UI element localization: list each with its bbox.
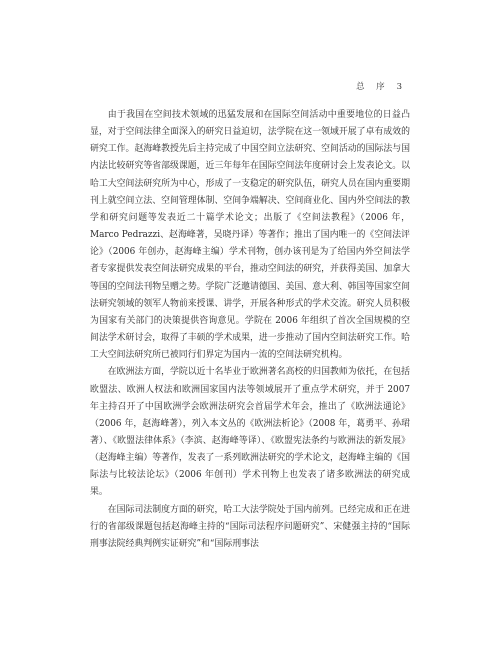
paragraph: 由于我国在空间技术领域的迅猛发展和在国际空间活动中重要地位的日益凸显，对于空间法律全面深入的研究日益迫切，法学院在这一领域开展了卓有成效的研究工作。赵海峰教授先后主持完成了中国空间立法研究、空间活动的国际法与国内法比较研究等省部级课题，近三年每年在国际空间法年度研讨会上发表论文。以哈工大空间法研究所为中心，形成了一支稳定的研究队伍，研究人员在国内重要期刊上就空间立法、空间管理体制、空间争端解决、空间商业化、国内外空间法的教学和研究问题等发表近二十篇学术论文；出版了《空间法教程》（2006 年，Marco Pedrazzi、赵海峰著，吴晓丹译）等著作；推出了国内唯一的《空间法评论》（2006 年创办，赵海峰主编）学术刊物，创办该刊是为了给国内外空间法学者专家提供发表空间法研究成果的平台，推动空间法的研究，并获得美国、加拿大等国的空间法刊物呈赠之势。学院广泛邀请德国、美国、意大利、韩国等国家空间法研究领域的领军人物前来授课、讲学，开展各种形式的学术交流。研究人员积极为国家有关部门的决策提供咨询意见。学院在 2006 年组织了首次全国规模的空间法学术研讨会，取得了丰硕的学术成果，进一步推动了国内空间法研究工作。哈工大空间法研究所已被同行们界定为国内一流的空间法研究机构。: [90, 110, 410, 361]
paragraph: 在欧洲法方面，学院以近十名毕业于欧洲著名高校的归国教师为依托，在包括欧盟法、欧洲人权法和欧洲国家国内法等领域展开了重点学术研究，并于 2007 年主持召开了中国欧洲学会欧洲法研究会首届学术年会，推出了《欧洲法通论》（2006 年，赵海峰著），列入本文丛的《欧洲法析论》（2008 年，葛勇平、孙珺著）、《欧盟法律体系》（李滨、赵海峰等译）、《欧盟宪法条约与欧洲法的新发展》（赵海峰主编）等著作，发表了一系列欧洲法研究的学术论文，赵海峰主编的《国际法与比较法论坛》（2006 年创刊）学术刊物上也发表了诸多欧洲法的研究成果。: [90, 367, 410, 498]
page-number: 3: [396, 82, 404, 92]
header-title: 总 序: [356, 82, 387, 92]
body-text: [90, 107, 410, 553]
paragraph: 在国际司法制度方面的研究，哈工大法学院处于国内前列。已经完成和正在进行的省部级课题包括赵海峰主持的“国际司法程序问题研究”、宋健强主持的“国际刑事法院经典判例实证研究”和“国际刑事法: [90, 504, 410, 549]
running-header: [356, 80, 404, 92]
